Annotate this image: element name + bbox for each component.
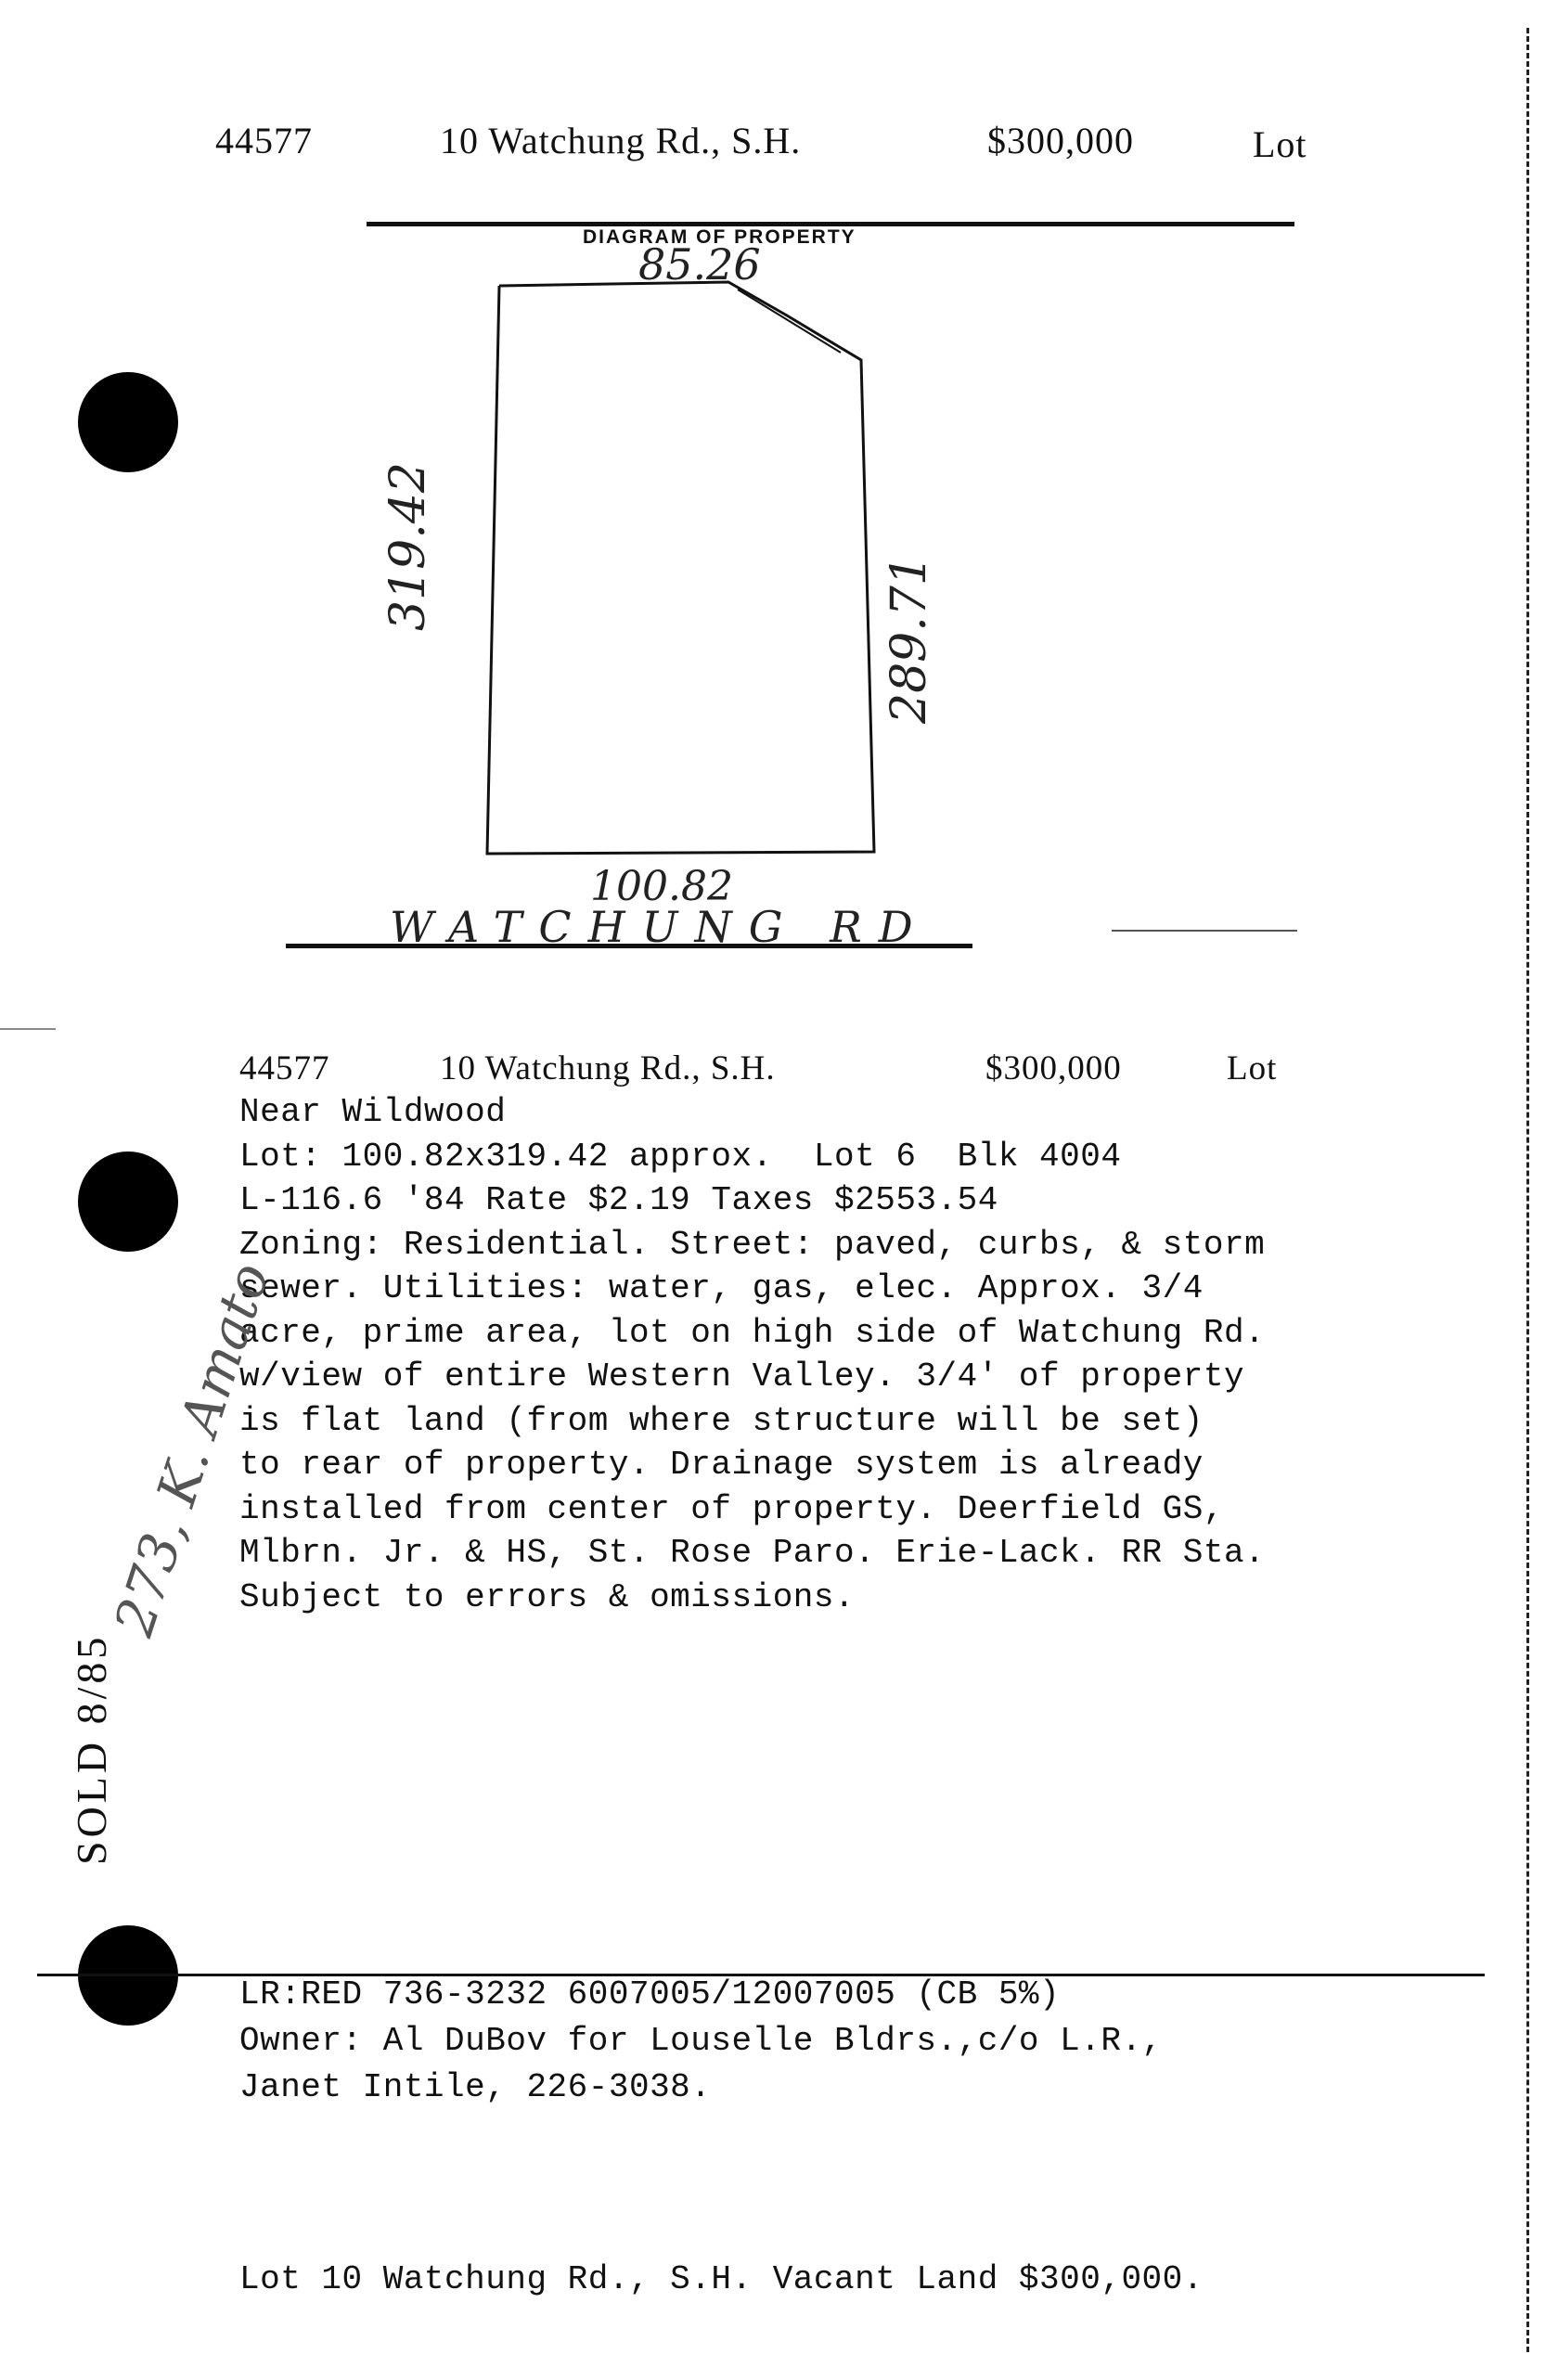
street-rule-tail <box>1112 930 1297 932</box>
right-dimension: 289.71 <box>882 555 937 724</box>
header-address: 10 Watchung Rd., S.H. <box>440 120 802 161</box>
summary-line: Lot 10 Watchung Rd., S.H. Vacant Land $300,000. <box>239 2260 1204 2298</box>
listing-line: Mlbrn. Jr. & HS, St. Rose Paro. Erie-Lack. RR Sta. <box>239 1534 1266 1572</box>
listing-line: Subject to errors & omissions. <box>239 1578 856 1616</box>
lot-outline <box>487 282 874 854</box>
bottom-dimension: 100.82 <box>590 863 733 910</box>
street-name: WATCHUNG RD <box>390 902 930 952</box>
top-dimension: 85.26 <box>638 239 761 289</box>
listing-line: installed from center of property. Deerfield GS, <box>239 1490 1224 1528</box>
listing-no: 44577 <box>239 1049 330 1087</box>
listing-line: Near Wildwood <box>239 1093 507 1131</box>
footer-line: Janet Intile, 226-3038. <box>239 2068 712 2106</box>
diagram-title: DIAGRAM OF PROPERTY <box>583 226 856 248</box>
punch-hole <box>78 372 178 472</box>
punch-hole <box>78 1151 178 1252</box>
listing-line: Lot: 100.82x319.42 approx. Lot 6 Blk 4004 <box>239 1138 1122 1176</box>
sold-stamp: SOLD 8/85 <box>68 1633 115 1865</box>
card-divider-mark <box>0 1028 56 1030</box>
listing-line: is flat land (from where structure will be set) <box>239 1402 1204 1440</box>
lot-corner-mark <box>738 289 841 353</box>
listing-line: w/view of entire Western Valley. 3/4' of property <box>239 1357 1245 1396</box>
header-price: $300,000 <box>987 120 1134 161</box>
listing-line: Zoning: Residential. Street: paved, curbs, & storm <box>239 1226 1266 1264</box>
listing-line: acre, prime area, lot on high side of Watchung Rd. <box>239 1314 1266 1352</box>
listing-line: L-116.6 '84 Rate $2.19 Taxes $2553.54 <box>239 1181 998 1219</box>
listing-line: sewer. Utilities: water, gas, elec. Approx. 3/4 <box>239 1269 1204 1307</box>
footer-line: LR:RED 736-3232 6007005/12007005 (CB 5%) <box>239 1975 1061 2013</box>
listing-price: $300,000 <box>985 1049 1122 1087</box>
listing-type: Lot <box>1227 1049 1278 1087</box>
property-diagram <box>0 0 1545 1002</box>
header-type: Lot <box>1253 123 1307 165</box>
header-listing-no: 44577 <box>215 120 313 161</box>
footer-line: Owner: Al DuBov for Louselle Bldrs.,c/o L.R., <box>239 2022 1163 2060</box>
left-dimension: 319.42 <box>380 462 436 631</box>
listing-line: to rear of property. Drainage system is already <box>239 1446 1204 1484</box>
listing-address: 10 Watchung Rd., S.H. <box>440 1049 776 1087</box>
handwritten-note: 273, K. Amato <box>102 1254 282 1644</box>
